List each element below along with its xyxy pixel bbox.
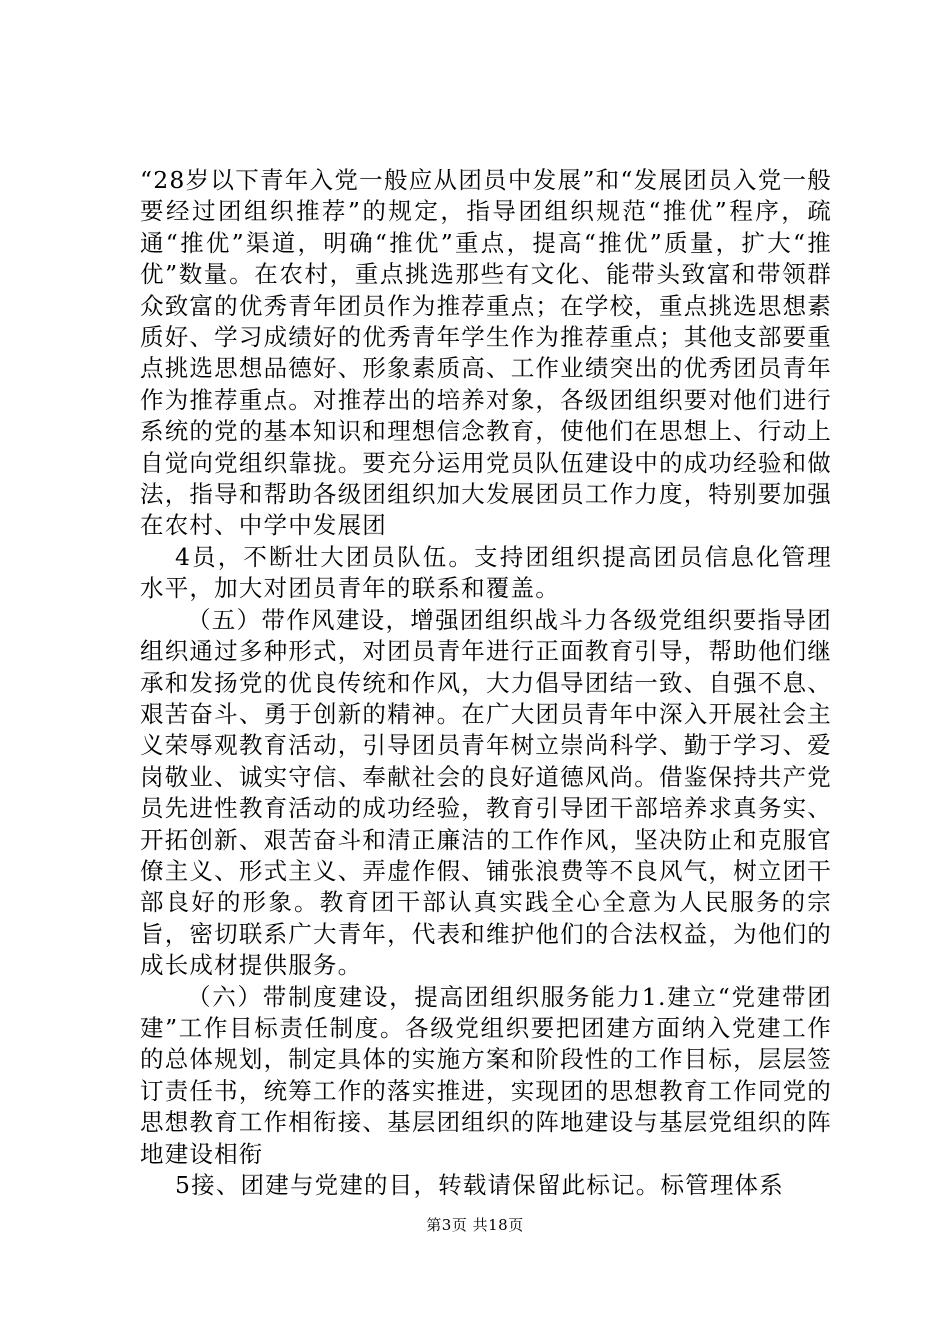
paragraph-5: 5接、团建与党建的目，转载请保留此标记。标管理体系 [175,1171,784,1199]
paragraph-3: （五）带作风建设，增强团组织战斗力各级党组织要指导团组织通过多种形式，对团员青年进行正面教育引导，帮助他们继承和发扬党的优良传统和作风，大力倡导团结一致、自强不息、艰苦奋斗、勇于创新的精神。在广大团员青年中深入开展社会主义荣辱观教育活动，引导团员青年树立崇尚科学、勤于学习、爱岗敬业、诚实守信、奉献社会的良好道德风尚。借鉴保持共产党员先进性教育活动的成功经验，教育引导团干部培养求真务实、开拓创新、艰苦奋斗和清正廉洁的工作作风，坚决防止和克服官僚主义、形式主义、弄虚作假、铺张浪费等不良风气，树立团干部良好的形象。教育团干部认真实践全心全意为人民服务的宗旨，密切联系广大青年，代表和维护他们的合法权益，为他们的成长成材提供服务。 [140,605,832,980]
page-footer: 第3页 共18页 [426,1216,524,1234]
paragraph-4: （六）带制度建设，提高团组织服务能力1.建立“党建带团建”工作目标责任制度。各级党组织要把团建方面纳入党建工作的总体规划，制定具体的实施方案和阶段性的工作目标，层层签订责任书，统筹工作的落实推进，实现团的思想教育工作同党的思想教育工作相衔接、基层团组织的阵地建设与基层党组织的阵地建设相衔 [140,982,832,1168]
paragraph-2: 4员，不断壮大团员队伍。支持团组织提高团员信息化管理水平，加大对团员青年的联系和覆盖。 [140,542,832,603]
document-body [140,165,832,1201]
paragraph-1: “28岁以下青年入党一般应从团员中发展”和“发展团员入党一般要经过团组织推荐”的规定，指导团组织规范“推优”程序，疏通“推优”渠道，明确“推优”重点，提高“推优”质量，扩大“推优”数量。在农村，重点挑选那些有文化、能带头致富和带领群众致富的优秀青年团员作为推荐重点；在学校，重点挑选思想素质好、学习成绩好的优秀青年学生作为推荐重点；其他支部要重点挑选思想品德好、形象素质高、工作业绩突出的优秀团员青年作为推荐重点。对推荐出的培养对象，各级团组织要对他们进行系统的党的基本知识和理想信念教育，使他们在思想上、行动上自觉向党组织靠拢。要充分运用党员队伍建设中的成功经验和做法，指导和帮助各级团组织加大发展团员工作力度，特别要加强在农村、中学中发展团 [140,166,832,540]
